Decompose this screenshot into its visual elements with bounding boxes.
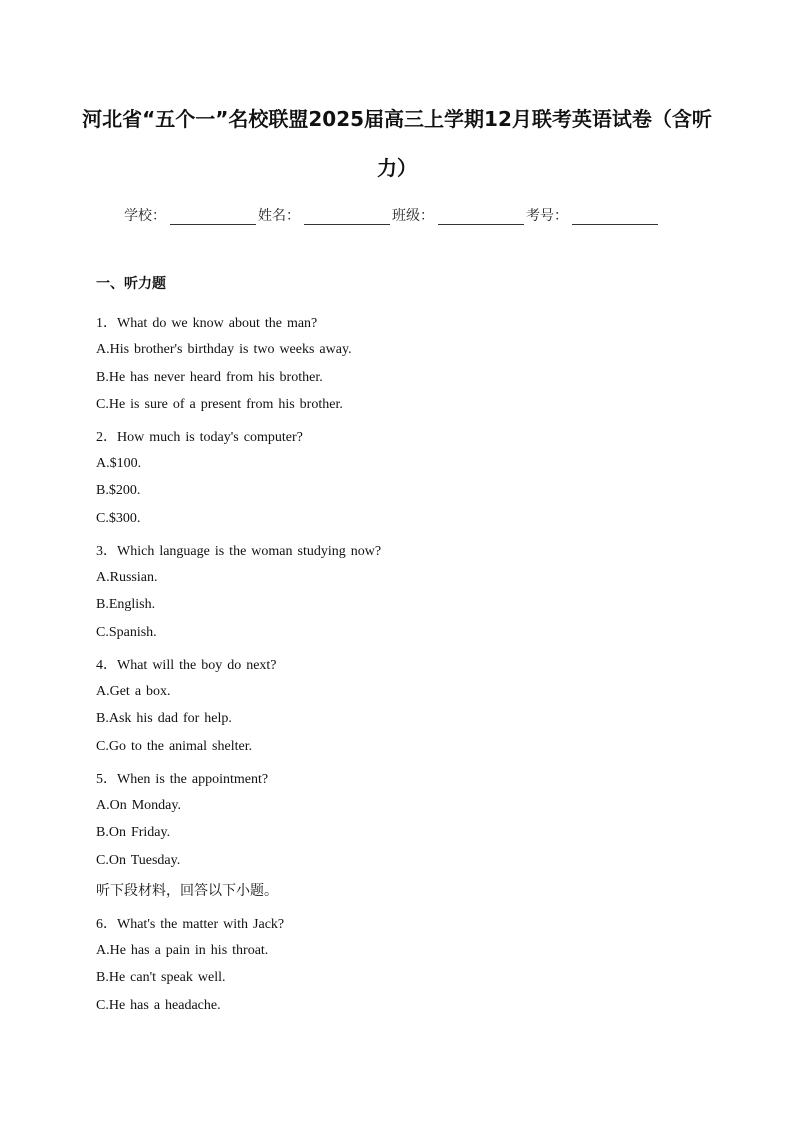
class-field [392,205,526,225]
question-1-option-a: A.His brother's birthday is two weeks away. [96,342,352,357]
question-5-option-b: B.On Friday. [96,825,171,840]
question-4-option-c: C.Go to the animal shelter. [96,739,253,754]
question-5: 5．When is the appointment? [96,772,269,787]
exam-number-field [526,205,660,225]
question-6: 6．What's the matter with Jack? [96,917,285,932]
question-4-option-b: B.Ask his dad for help. [96,711,232,726]
question-6-option-c: C.He has a headache. [96,998,221,1013]
section-title: 一、听力题 [96,276,166,292]
exam-title-line2: 力） [377,156,417,180]
question-4: 4．What will the boy do next? [96,658,277,673]
question-2-option-c: C.$300. [96,511,141,526]
exam-number-label: 考号： [526,208,568,224]
question-3-option-a: A.Russian. [96,570,158,585]
exam-number-blank[interactable] [572,210,658,225]
question-2-option-b: B.$200. [96,483,141,498]
student-info-row [124,205,660,225]
name-label: 姓名： [258,208,300,224]
question-2: 2．How much is today's computer? [96,430,303,445]
question-5-option-c: C.On Tuesday. [96,853,181,868]
question-2-option-a: A.$100. [96,456,142,471]
exam-title-line1: 河北省“五个一”名校联盟2025届高三上学期12月联考英语试卷（含听 [82,107,712,131]
question-3-option-b: B.English. [96,597,156,612]
question-6-option-a: A.He has a pain in his throat. [96,943,269,958]
question-3: 3．Which language is the woman studying now? [96,544,382,559]
question-4-option-a: A.Get a box. [96,684,171,699]
question-5-option-a: A.On Monday. [96,798,181,813]
school-field [124,205,258,225]
school-blank[interactable] [170,210,256,225]
question-6-option-b: B.He can't speak well. [96,970,226,985]
question-1: 1．What do we know about the man? [96,316,318,331]
listening-instruction: 听下段材料，回答以下小题。 [96,883,278,899]
question-1-option-b: B.He has never heard from his brother. [96,370,323,385]
school-label: 学校： [124,208,166,224]
name-blank[interactable] [304,210,390,225]
class-blank[interactable] [438,210,524,225]
class-label: 班级： [392,208,434,224]
name-field [258,205,392,225]
question-3-option-c: C.Spanish. [96,625,157,640]
question-1-option-c: C.He is sure of a present from his brother. [96,397,343,412]
